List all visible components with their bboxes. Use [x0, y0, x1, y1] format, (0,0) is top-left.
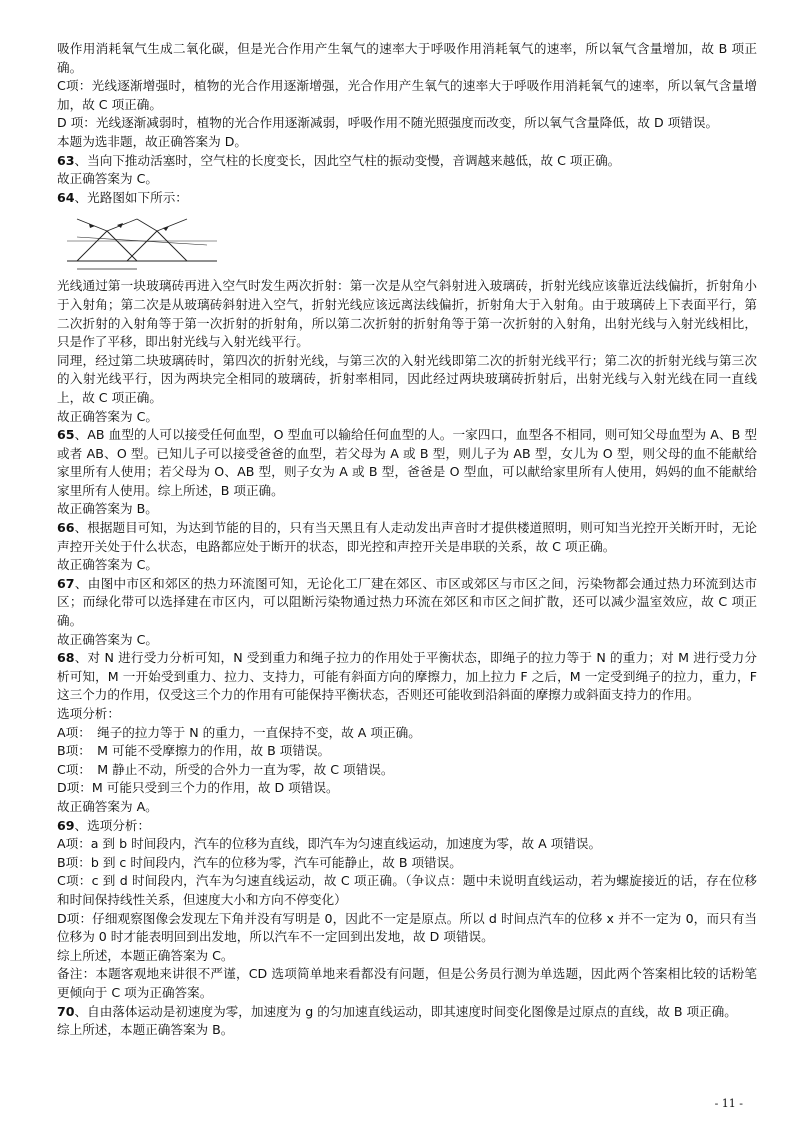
paragraph-text: 、光路图如下所示：	[74, 189, 188, 205]
paragraph-text: 、AB 血型的人可以接受任何血型，O 型血可以输给任何血型的人。一家四口，血型各不相同，则可知父母血型为 A、B 型或者 AB、O 型。已知儿子可以接受爸爸的血型，若父母为 A 或 B 型，则儿子为 AB 型，女儿为 O 型，则父母的血不能献给家里所有人使用；若父母为 O、AB 型，则子女为 A 或 B 型，爸爸是 O 型血，可以献给家里所有人使用，妈妈的血不能献给家里所有人使用。综上所述，B 项正确。	[57, 427, 757, 498]
question-number: 68	[57, 650, 75, 666]
paragraph-text: A项：a 到 b 时间段内，汽车的位移为直线，即汽车为匀速直线运动，加速度为零，故 A 项错误。	[57, 836, 602, 852]
question-paragraph	[57, 1003, 757, 1022]
text-paragraph	[57, 114, 757, 133]
question-number: 69	[57, 817, 75, 833]
question-paragraph	[57, 189, 757, 208]
text-paragraph	[57, 947, 757, 966]
paragraph-text: 综上所述，本题正确答案为 C。	[57, 947, 234, 963]
paragraph-text: 故正确答案为 C。	[57, 408, 158, 424]
text-paragraph	[57, 724, 757, 743]
text-paragraph	[57, 779, 757, 798]
paragraph-text: 、自由落体运动是初速度为零，加速度为 g 的匀加速直线运动，即其速度时间变化图像是过原点的直线，故 B 项正确。	[74, 1003, 737, 1019]
text-paragraph	[57, 910, 757, 947]
paragraph-text: 光线通过第一块玻璃砖再进入空气时发生两次折射：第一次是从空气斜射进入玻璃砖，折射光线应该靠近法线偏折，折射角小于入射角；第二次是从玻璃砖斜射进入空气，折射光线应该远离法线偏折，折射角大于入射角。由于玻璃砖上下表面平行，第二次折射的入射角等于第一次折射的折射角，所以第二次折射的折射角等于第一次折射的入射角，出射光线与入射光线相比，只是作了平移，即出射光线与入射光线平行。	[57, 278, 757, 350]
text-paragraph	[57, 854, 757, 873]
paragraph-text: C项： M 静止不动，所受的合外力一直为零，故 C 项错误。	[57, 761, 394, 777]
paragraph-text: 、对 N 进行受力分析可知，N 受到重力和绳子拉力的作用处于平衡状态，即绳子的拉力等于 N 的重力；对 M 进行受力分析可知，M 一开始受到重力、拉力、支持力，可能有斜面方向的摩擦力，加上拉力 F 之后，M 一定受到绳子的拉力，重力，F 这三个力的作用，仅受这三个力的作用有可能保持平衡状态，否则还可能收到沿斜面的摩擦力或斜面支持力的作用。	[57, 650, 757, 703]
paragraph-text: A项： 绳子的拉力等于 N 的重力，一直保持不变，故 A 项正确。	[57, 724, 421, 740]
question-paragraph	[57, 817, 757, 836]
text-paragraph	[57, 835, 757, 854]
question-number: 66	[57, 520, 75, 536]
question-number: 70	[57, 1003, 75, 1019]
paragraph-text: 、当向下推动活塞时，空气柱的长度变长，因此空气柱的振动变慢，音调越来越低，故 C 项正确。	[74, 152, 621, 168]
question-number: 64	[57, 189, 75, 205]
text-paragraph	[57, 965, 757, 1002]
paragraph-text: D 项：光线逐渐减弱时，植物的光合作用逐渐减弱，呼吸作用不随光照强度而改变，所以氧气含量降低，故 D 项错误。	[57, 115, 719, 131]
light-path-diagram	[67, 209, 217, 275]
text-paragraph	[57, 798, 757, 817]
text-paragraph	[57, 500, 757, 519]
paragraph-text: 故正确答案为 C。	[57, 557, 158, 573]
text-paragraph	[57, 408, 757, 427]
question-paragraph	[57, 152, 757, 171]
paragraph-text: 本题为选非题，故正确答案为 D。	[57, 133, 248, 149]
paragraph-text: C项：光线逐渐增强时，植物的光合作用逐渐增强，光合作用产生氧气的速率大于呼吸作用消耗氧气的速率，所以氧气含量增加，故 C 项正确。	[57, 78, 757, 112]
paragraph-text: B项：b 到 c 时间段内，汽车的位移为零，汽车可能静止，故 B 项错误。	[57, 854, 462, 870]
paragraph-text: 故正确答案为 C。	[57, 631, 158, 647]
paragraph-text: 、选项分析：	[74, 817, 151, 833]
text-paragraph	[57, 77, 757, 114]
paragraph-text: 备注：本题客观地来讲很不严谨，CD 选项简单地来看都没有问题，但是公务员行测为单选题，因此两个答案相比较的话粉笔更倾向于 C 项为正确答案。	[57, 966, 757, 1000]
paragraph-text: 选项分析：	[57, 706, 120, 721]
question-number: 63	[57, 152, 75, 168]
paragraph-text: 故正确答案为 A。	[57, 798, 158, 814]
question-number: 65	[57, 427, 75, 443]
paragraph-text: B项： M 可能不受摩擦力的作用，故 B 项错误。	[57, 743, 331, 759]
text-paragraph	[57, 170, 757, 189]
paragraph-text: D项：仔细观察图像会发现左下角并没有写明是 0，因此不一定是原点。所以 d 时间点汽车的位移 x 并不一定为 0，而只有当位移为 0 时才能表明回到出发地，所以汽车不一定回到出发地，故 D 项错误。	[57, 910, 757, 945]
light-path-figure	[57, 209, 757, 275]
question-paragraph	[57, 575, 757, 631]
text-paragraph	[57, 556, 757, 575]
text-paragraph	[57, 40, 757, 77]
paragraph-text: 综上所述，本题正确答案为 B。	[57, 1022, 234, 1038]
paragraph-text: 、根据题目可知，为达到节能的目的，只有当天黑且有人走动发出声音时才提供楼道照明，则可知当光控开关断开时，无论声控开关处于什么状态，电路都应处于断开的状态，即光控和声控开关是串联的关系，故 C 项正确。	[57, 520, 757, 554]
text-paragraph	[57, 277, 757, 351]
page-content	[57, 40, 757, 1040]
text-paragraph	[57, 133, 757, 152]
text-paragraph	[57, 761, 757, 780]
question-paragraph	[57, 519, 757, 556]
text-paragraph	[57, 352, 757, 408]
question-paragraph	[57, 426, 757, 500]
paragraph-text: C项：c 到 d 时间段内，汽车为匀速直线运动，故 C 项正确。（争议点：题中未说明直线运动，若为螺旋接近的话，存在位移和时间保持线性关系，但速度大小和方向不停变化）	[57, 873, 757, 907]
paragraph-text: 故正确答案为 C。	[57, 171, 158, 187]
question-number: 67	[57, 575, 75, 591]
text-paragraph	[57, 742, 757, 761]
text-paragraph	[57, 872, 757, 909]
text-paragraph	[57, 705, 757, 724]
text-paragraph	[57, 631, 757, 650]
paragraph-text: 吸作用消耗氧气生成二氧化碳，但是光合作用产生氧气的速率大于呼吸作用消耗氧气的速率，所以氧气含量增加，故 B 项正确。	[57, 41, 757, 75]
page-number: - 11 -	[714, 1097, 743, 1110]
paragraph-text: 、由图中市区和郊区的热力环流图可知，无论化工厂建在郊区、市区或郊区与市区之间，污染物都会通过热力环流到达市区；而绿化带可以选择建在市区内，可以阻断污染物通过热力环流在郊区和市区之间扩散，还可以减少温室效应，故 C 项正确。	[57, 575, 757, 629]
paragraph-text: 同理，经过第二块玻璃砖时，第四次的折射光线，与第三次的入射光线即第二次的折射光线平行；第二次的折射光线与第三次的入射光线平行，因为两块完全相同的玻璃砖，折射率相同，因此经过两块玻璃砖折射后，出射光线与入射光线在同一直线上，故 C 项正确。	[57, 352, 757, 405]
question-paragraph	[57, 649, 757, 705]
paragraph-text: 故正确答案为 B。	[57, 501, 158, 517]
paragraph-text: D项：M 可能只受到三个力的作用，故 D 项错误。	[57, 780, 339, 796]
text-paragraph	[57, 1021, 757, 1040]
